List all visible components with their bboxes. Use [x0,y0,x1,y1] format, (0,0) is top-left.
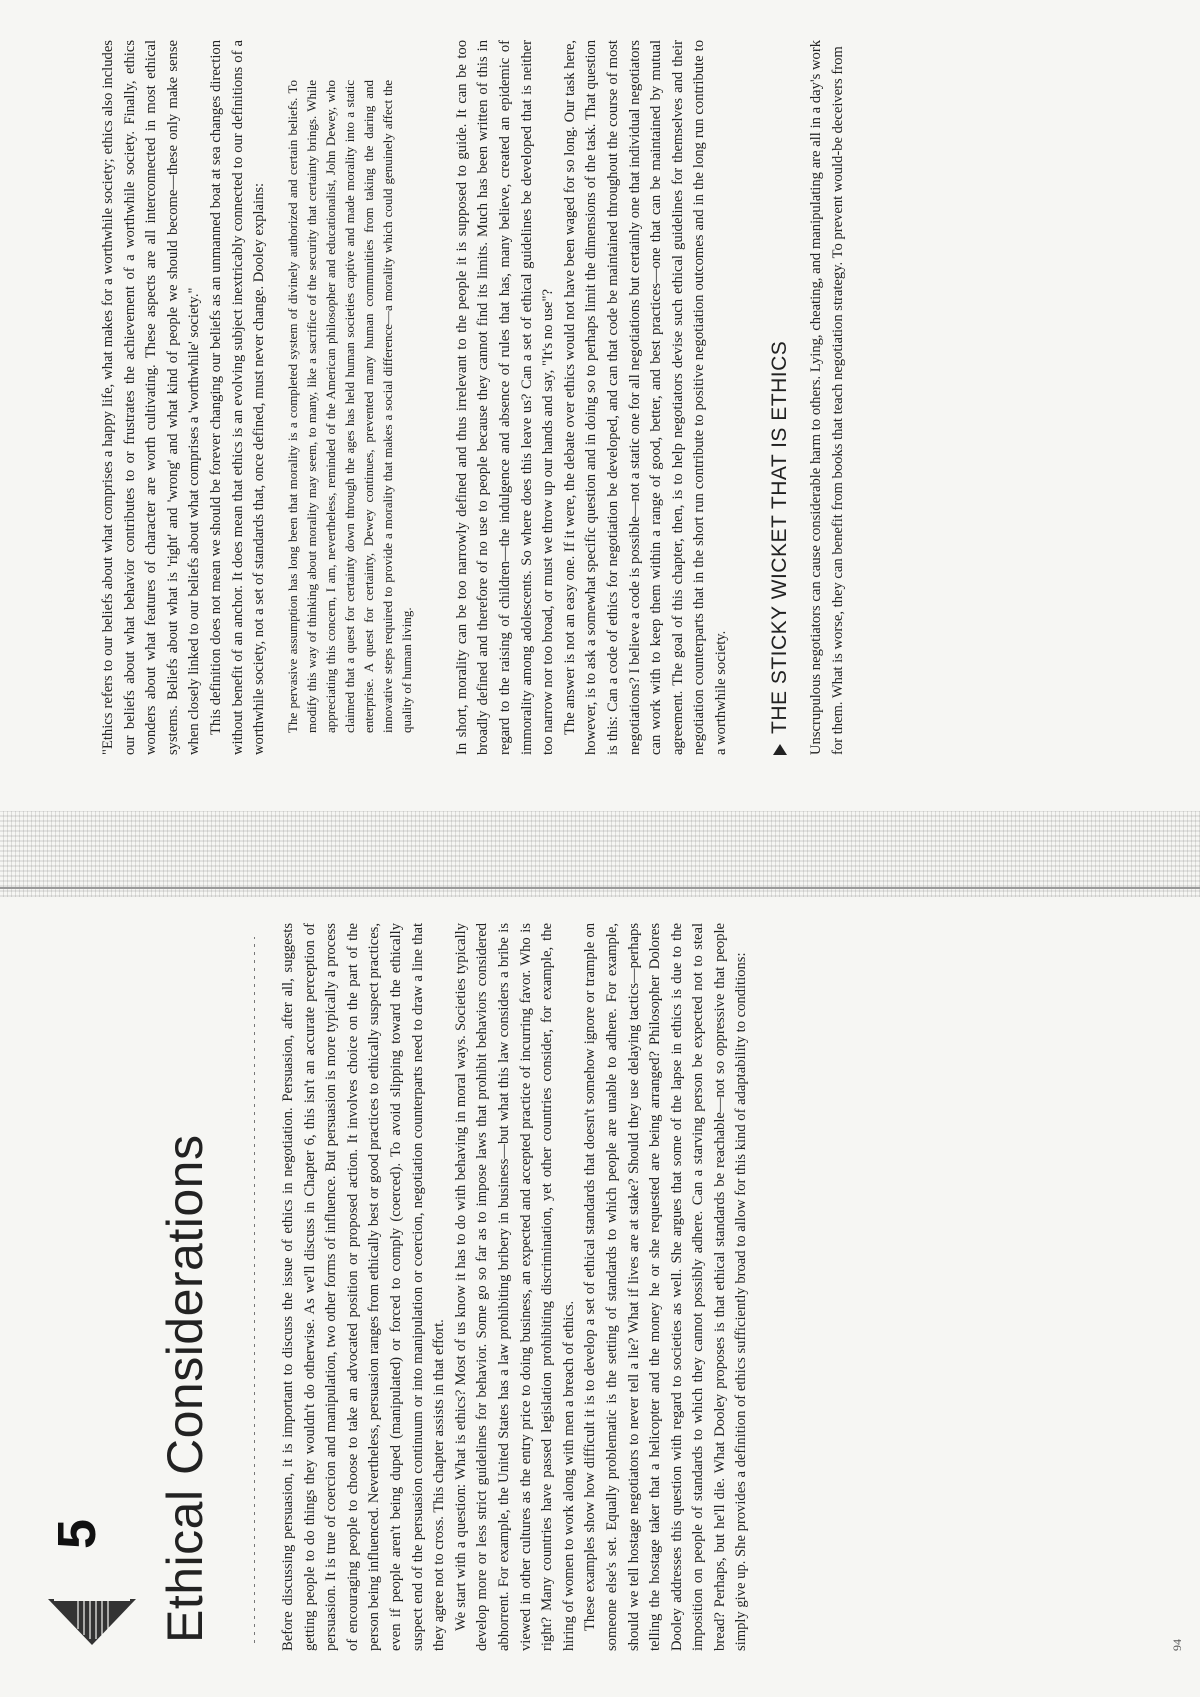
chapter-number: 5 [47,1520,107,1549]
right-body-text [98,40,271,755]
chapter-emblem-icon [44,1549,140,1649]
book-gutter [0,811,1200,897]
chapter-rule [254,937,255,1643]
paragraph: Before discussing persuasion, it is important to discuss the issue of ethics in negotiation. Persuasion, after all, suggests getting people to do things they wouldn't do otherwise. As we'll discuss in Chapter 6, this isn't an accurate perception of persuasion. It is true of coercion and manipulation, two other forms of influence. But persuasion is more typically a process of encouraging people to choose to take an advocated position or proposed action. It involves choice on the part of the person being influenced. Nevertheless, persuasion ranges from ethically best or good practices to ethically suspect practices, even if people aren't being duped (manipulated) or forced to comply (coerced). To avoid slipping toward the ethically suspect end of the persuasion continuum or into manipulation or coercion, negotiation counterparts need to draw a line that they agree not to cross. This chapter assists in that effort. [280,923,448,1651]
arrow-icon [773,744,787,755]
left-body-text [278,923,753,1651]
paragraph: In short, morality can be too narrowly defined and thus irrelevant to the people it is supposed to guide. It can be too broadly defined and therefore of no use to people because they cannot find its limits. Much has been written of this in regard to the raising of children—the indulgence and absence of rules that has, many believe, created an epidemic of immorality among adolescents. So where does this leave us? Can a set of ethical guidelines be developed that is neither too narrow nor too broad, or must we throw up our hands and say, "It's no use"? [453,40,557,755]
section-heading [768,40,792,755]
chapter-title: Ethical Considerations [157,1134,213,1643]
paragraph: This definition does not mean we should be forever changing our beliefs as an unmanned boat at sea changes direction without benefit of an anchor. It does mean that ethics is an evolving subject inextricably connected to our definitions of a worthwhile society, not a set of standards that, once defined, must never change. Dooley explains: [207,40,268,755]
section-heading-text: THE STICKY WICKET THAT IS ETHICS [768,340,792,734]
paragraph: These examples show how difficult it is to develop a set of ethical standards that doesn't somehow ignore or trample on someone else's set. Equally problematic is the setting of standards to which people are unable to adhere. For example, should we tell hostage negotiators to never tell a lie? What if lives are at stake? Should they use delaying tactics—perhaps telling the hostage taker that a helicopter and the money he or she requested are being arranged? Philosopher Dolores Dooley addresses this question with regard to societies as well. She argues that some of the lapse in ethics is due to the imposition on people of standards to which they cannot possibly adhere. Can a starving person be expected not to steal bread? Perhaps, but he'll die. What Dooley proposes is that ethical standards be reachable—not so oppressive that people simply give up. She provides a definition of ethics sufficiently broad to allow for this kind of adaptability to conditions: [582,923,750,1651]
paragraph: We start with a question: What is ethics? Most of us know it has to do with behaving in moral ways. Societies typically develop more or less strict guidelines for behavior. Some go so far as to impose laws that prohibit behaviors considered abhorrent. For example, the United States has a law prohibiting bribery in business—but what this law considers a bribe is viewed in other cultures as the entry price to doing business, an expected and accepted practice of incurring favor. Who is right? Many countries have passed legislation prohibiting discrimination, yet other countries consider, for example, the hiring of women to work along with men a breach of ethics. [452,923,577,1651]
left-page [0,887,1200,1697]
paragraph: The answer is not an easy one. If it were, the debate over ethics would not have been waged for so long. Our task here, however, is to ask a somewhat specific question and in doing so to perhaps limit the dimensions of the task. That question is this: Can a code of ethics for negotiation be developed, and can that code be maintained throughout the course of most negotiations? I believe a code is possible—not a static one for all negotiations but certainly one that individual negotiators can work with to keep them within a range of good, better, and best practices—one that can be maintained by mutual agreement. The goal of this chapter, then, is to help negotiators devise such ethical guidelines for themselves and their negotiation counterparts that in the short run contribute to positive negotiation outcomes and in the long run contribute to a worthwhile society. [561,40,729,755]
block-quote: The pervasive assumption has long been that morality is a completed system of divinely authorized and certain beliefs. To modify this way of thinking about morality may seem, to many, like a sacrifice of the security that certainty brings. While appreciating this concern, I am, nevertheless, reminded of the American philosopher and educationalist, John Dewey, who claimed that a quest for certainty down through the ages has held human societies captive and made morality into a static enterprise. A quest for certainty, Dewey continues, prevented many human communities from taking the daring and innovative steps required to provide a morality that makes a social difference—a morality which could genuinely affect the quality of human living. [284,80,414,733]
page-number: 94 [1170,1639,1184,1651]
chapter-header [28,927,288,1657]
paragraph: Unscrupulous negotiators can cause considerable harm to others. Lying, cheating, and manipulating are all in a day's work for them. What is worse, they can benefit from books that teach negotiation strategy. To prevent would-be deceivers from [808,40,847,755]
gutter-line [0,887,1200,889]
right-page [0,0,1200,811]
spacer [430,40,452,755]
right-body-text-bottom [806,40,849,755]
quote-paragraph: "Ethics refers to our beliefs about what comprises a happy life, what makes for a worthwhile society; ethics also includes our beliefs about what behavior contributes to or frustrates the achievement of a worthwhile society. Finally, ethics wonders about what features of character are worth cultivating. These aspects are all interconnected in most ethical systems. Beliefs about what is 'right' and 'wrong' and what kind of people we should become—these only make sense when closely linked to our beliefs about what comprises a 'worthwhile' society." [100,40,203,755]
right-body-text-mid [452,40,733,755]
